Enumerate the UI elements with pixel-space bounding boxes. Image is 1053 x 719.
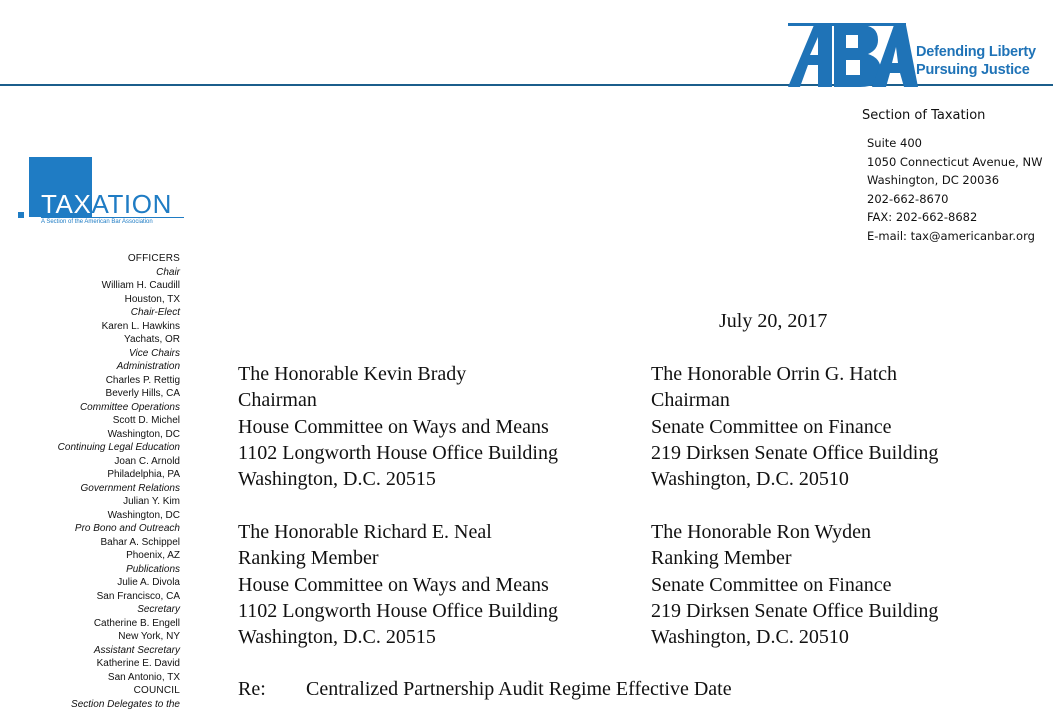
subject-text: Centralized Partnership Audit Regime Effective Date [306,678,732,700]
recipient-block [651,519,938,650]
recipient-office: 219 Dirksen Senate Office Building [651,441,939,464]
recipient-committee: Senate Committee on Finance [651,415,892,438]
officer-name: Catherine B. Engell [93,617,180,629]
aba-tagline [916,43,1036,79]
taxation-wordmark [41,190,172,218]
officer-role: Pro Bono and Outreach [74,523,180,534]
subject-line [238,678,732,701]
recipient-name: The Honorable Ron Wyden [651,521,872,543]
officer-role: Vice Chairs [129,347,180,359]
aba-logo-icon [788,21,918,88]
fax-line: FAX: 202-662-8682 [867,210,978,224]
officer-role: Administration [116,361,180,372]
officer-name: Julie A. Divola [117,577,180,588]
taxation-wordmark-white: TAX [41,189,92,219]
officer-location: Yachats, OR [124,334,180,345]
recipient-name: The Honorable Richard E. Neal [238,521,492,543]
taxation-wordmark-blue: ATION [91,189,172,219]
recipient-office: 219 Dirksen Senate Office Building [651,599,939,622]
officer-role: Assistant Secretary [93,644,180,656]
officer-role: Publications [126,563,180,575]
council-role: Section Delegates to the [71,698,180,710]
recipient-name: The Honorable Kevin Brady [238,363,467,385]
council-heading: COUNCIL [133,685,180,696]
recipient-office: 1102 Longworth House Office Building [238,441,558,464]
recipient-block [238,519,558,650]
officers-heading: OFFICERS [127,253,180,264]
tagline-line-1: Defending Liberty [916,44,1036,60]
officer-location: Washington, DC [107,509,180,521]
officer-role: Continuing Legal Education [57,442,180,453]
phone-line: 202-662-8670 [867,191,949,206]
officer-location: Houston, TX [124,293,180,305]
recipient-title: Chairman [238,389,317,412]
officer-name: Karen L. Hawkins [101,320,180,332]
officer-role: Government Relations [80,482,180,494]
officer-name: Joan C. Arnold [114,455,180,467]
recipient-city: Washington, D.C. 20515 [238,468,436,491]
section-address [867,134,1042,245]
officer-location: Phoenix, AZ [126,550,180,561]
officer-name: Scott D. Michel [112,415,180,426]
recipient-city: Washington, D.C. 20510 [651,468,849,491]
address-line: Washington, DC 20036 [867,173,1000,187]
recipient-committee: House Committee on Ways and Means [238,573,549,596]
letter-date: July 20, 2017 [719,310,828,332]
taxation-subtitle: A Section of the American Bar Association [41,219,153,225]
officer-role: Committee Operations [79,401,180,413]
officer-role: Secretary [137,604,180,615]
officer-location: San Francisco, CA [96,590,180,602]
officer-name: Charles P. Rettig [105,374,180,386]
recipient-city: Washington, D.C. 20515 [238,626,436,649]
email-line: E-mail: tax@americanbar.org [867,228,1035,243]
address-line: 1050 Connecticut Avenue, NW [867,154,1043,169]
recipient-committee: Senate Committee on Finance [651,573,892,596]
address-line: Suite 400 [867,136,922,150]
officer-name: Katherine E. David [96,658,180,669]
subject-label: Re: [238,678,266,700]
recipient-title: Ranking Member [238,547,379,570]
officer-location: Beverly Hills, CA [105,388,180,399]
officer-location: San Antonio, TX [107,671,180,683]
recipient-block [651,361,938,492]
officer-role: Chair-Elect [130,307,180,318]
officer-role: Chair [156,266,180,278]
recipient-block [238,361,558,492]
officer-location: Philadelphia, PA [107,469,180,480]
officer-location: New York, NY [118,631,180,642]
officer-name: William H. Caudill [101,280,180,291]
tagline-line-2: Pursuing Justice [916,62,1030,78]
officers-list [58,252,180,711]
recipient-title: Ranking Member [651,547,792,570]
recipient-name: The Honorable Orrin G. Hatch [651,363,898,385]
recipient-committee: House Committee on Ways and Means [238,415,549,438]
officer-location: Washington, DC [107,428,180,440]
recipient-title: Chairman [651,389,730,412]
officer-name: Bahar A. Schippel [100,536,180,548]
officer-name: Julian Y. Kim [123,496,180,507]
recipient-office: 1102 Longworth House Office Building [238,599,558,622]
recipient-city: Washington, D.C. 20510 [651,626,849,649]
section-title: Section of Taxation [862,108,986,123]
